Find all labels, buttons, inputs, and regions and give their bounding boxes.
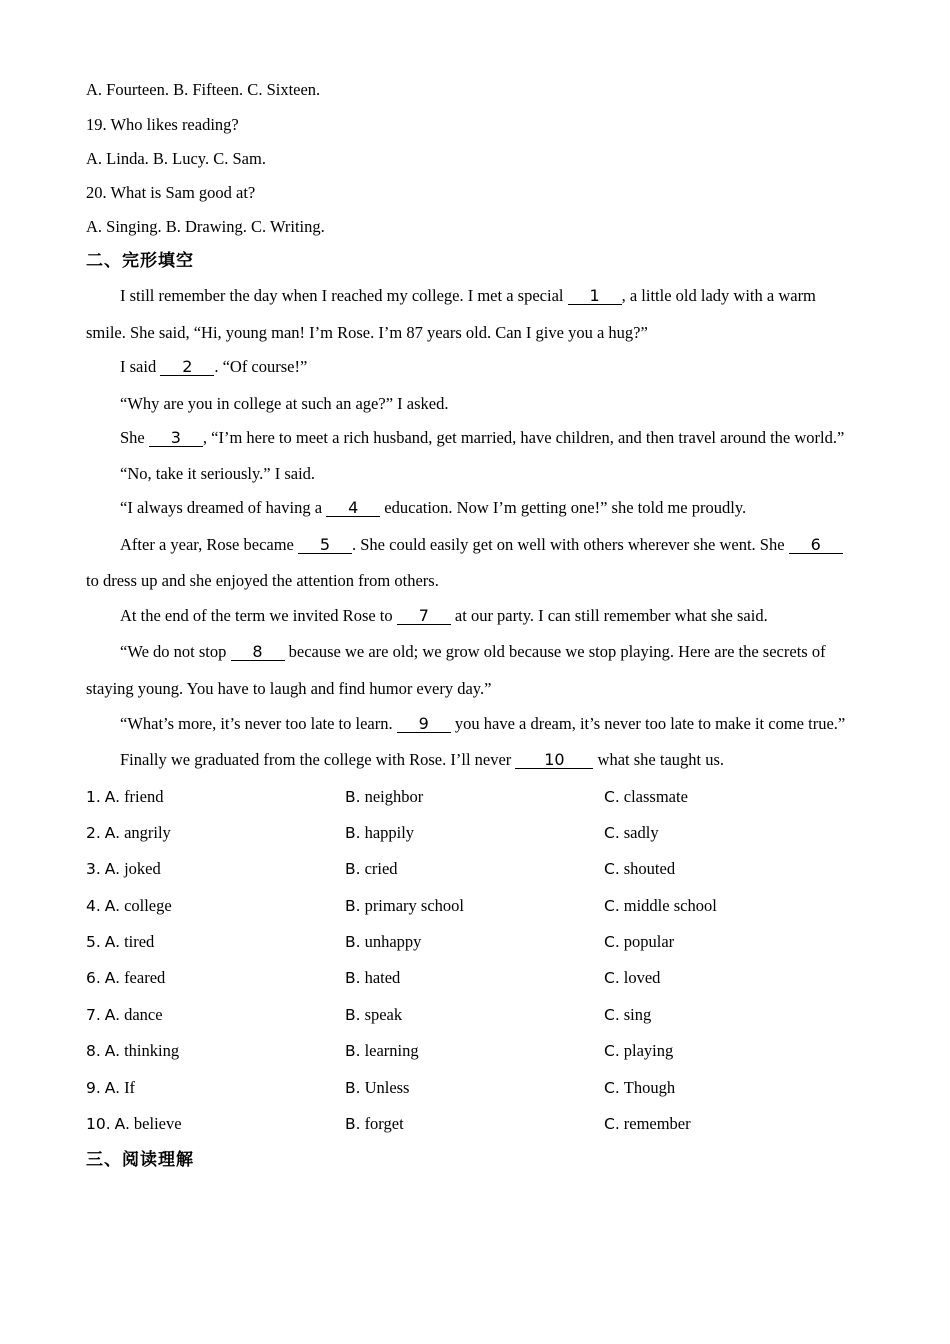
passage-text: She — [120, 428, 149, 447]
q19-question: 19. Who likes reading? — [86, 115, 239, 134]
option-text: If — [124, 1078, 136, 1097]
blank-4: 4 — [326, 500, 380, 517]
option-label: A. — [104, 969, 121, 987]
option-label: A. — [104, 1079, 121, 1097]
option-5-a — [86, 932, 154, 952]
option-text: hated — [364, 968, 401, 987]
passage-text: because we are old; we grow old because we stop playing. Here are the secrets of — [284, 642, 826, 661]
option-5-c — [604, 932, 674, 952]
option-number: 6. — [86, 969, 101, 987]
option-text: friend — [124, 787, 164, 806]
option-number: 9. — [86, 1079, 101, 1097]
passage-text: , “I’m here to meet a rich husband, get married, have children, and then travel around the world.” — [202, 428, 845, 447]
option-text: primary school — [364, 896, 464, 915]
option-text: remember — [623, 1114, 691, 1133]
option-1-c — [604, 787, 688, 807]
option-text: popular — [623, 932, 675, 951]
passage-text: I still remember the day when I reached my college. I met a special — [120, 286, 568, 305]
option-label: C. — [604, 824, 620, 842]
option-label: A. — [104, 860, 121, 878]
passage-line — [120, 357, 307, 377]
option-number: 7. — [86, 1006, 101, 1024]
passage-line — [120, 428, 844, 448]
option-label: B. — [345, 933, 361, 951]
option-label: C. — [604, 933, 620, 951]
option-number: 8. — [86, 1042, 101, 1060]
blank-10: 10 — [515, 752, 593, 769]
passage-line: “No, take it seriously.” I said. — [120, 464, 316, 483]
option-text: middle school — [623, 896, 717, 915]
option-text: cried — [364, 859, 398, 878]
passage-text: Finally we graduated from the college with Rose. I’ll never — [120, 750, 516, 769]
passage-line: “Why are you in college at such an age?” I asked. — [120, 394, 449, 413]
blank-9: 9 — [397, 716, 451, 733]
option-4-c — [604, 896, 717, 916]
option-3-a — [86, 859, 161, 879]
q19-options: A. Linda. B. Lucy. C. Sam. — [86, 149, 266, 168]
option-number: 10. — [86, 1115, 111, 1133]
option-label: C. — [604, 969, 620, 987]
passage-line: to dress up and she enjoyed the attention from others. — [86, 571, 439, 590]
option-8-a — [86, 1041, 179, 1061]
option-number: 1. — [86, 788, 101, 806]
option-7-c — [604, 1005, 651, 1025]
option-text: sadly — [623, 823, 659, 842]
passage-line: smile. She said, “Hi, young man! I’m Rose. I’m 87 years old. Can I give you a hug?” — [86, 323, 648, 342]
option-text: shouted — [623, 859, 676, 878]
option-text: playing — [623, 1041, 674, 1060]
option-9-b — [345, 1078, 409, 1098]
option-number: 4. — [86, 897, 101, 915]
option-text: learning — [364, 1041, 419, 1060]
option-text: believe — [133, 1114, 182, 1133]
passage-line: staying young. You have to laugh and find humor every day.” — [86, 679, 492, 698]
blank-3: 3 — [149, 430, 203, 447]
option-8-c — [604, 1041, 673, 1061]
option-label: B. — [345, 824, 361, 842]
option-2-c — [604, 823, 659, 843]
option-label: C. — [604, 1115, 620, 1133]
passage-text: what she taught us. — [593, 750, 725, 769]
option-text: happily — [364, 823, 415, 842]
option-label: B. — [345, 897, 361, 915]
passage-line — [120, 286, 816, 306]
option-7-a — [86, 1005, 163, 1025]
option-text: tired — [124, 932, 155, 951]
passage-line — [120, 606, 768, 626]
option-text: unhappy — [364, 932, 422, 951]
option-text: joked — [124, 859, 161, 878]
option-text: Though — [623, 1078, 676, 1097]
option-label: B. — [345, 1006, 361, 1024]
option-text: neighbor — [364, 787, 424, 806]
option-label: A. — [104, 1042, 121, 1060]
passage-text: “We do not stop — [120, 642, 231, 661]
option-10-a — [86, 1114, 182, 1134]
q20-question: 20. What is Sam good at? — [86, 183, 256, 202]
option-number: 5. — [86, 933, 101, 951]
section2-heading: 二、完形填空 — [86, 251, 194, 271]
option-1-a — [86, 787, 163, 807]
passage-text: “What’s more, it’s never too late to learn. — [120, 714, 397, 733]
option-6-a — [86, 968, 165, 988]
option-label: B. — [345, 860, 361, 878]
option-label: B. — [345, 1115, 361, 1133]
option-4-a — [86, 896, 172, 916]
option-text: thinking — [124, 1041, 180, 1060]
option-1-b — [345, 787, 423, 807]
option-label: A. — [104, 824, 121, 842]
option-text: Unless — [364, 1078, 410, 1097]
passage-line — [120, 498, 746, 518]
option-number: 2. — [86, 824, 101, 842]
section3-heading: 三、阅读理解 — [86, 1150, 194, 1170]
option-text: forget — [364, 1114, 404, 1133]
passage-text: “I always dreamed of having a — [120, 498, 327, 517]
passage-text: After a year, Rose became — [120, 535, 298, 554]
option-text: sing — [623, 1005, 652, 1024]
option-label: B. — [345, 788, 361, 806]
option-label: A. — [104, 897, 121, 915]
passage-text: , a little old lady with a warm — [621, 286, 816, 305]
option-9-a — [86, 1078, 135, 1098]
option-6-c — [604, 968, 660, 988]
option-2-b — [345, 823, 414, 843]
option-label: C. — [604, 788, 620, 806]
option-label: C. — [604, 1006, 620, 1024]
blank-8: 8 — [231, 644, 285, 661]
option-label: A. — [104, 788, 121, 806]
passage-text: education. Now I’m getting one!” she told me proudly. — [380, 498, 747, 517]
option-label: A. — [104, 933, 121, 951]
option-6-b — [345, 968, 400, 988]
option-label: B. — [345, 969, 361, 987]
passage-line — [120, 750, 724, 770]
option-7-b — [345, 1005, 402, 1025]
option-10-b — [345, 1114, 404, 1134]
blank-1: 1 — [568, 288, 622, 305]
blank-2: 2 — [160, 359, 214, 376]
passage-text: at our party. I can still remember what she said. — [450, 606, 768, 625]
option-5-b — [345, 932, 421, 952]
blank-5: 5 — [298, 537, 352, 554]
option-text: classmate — [623, 787, 688, 806]
option-3-c — [604, 859, 675, 879]
passage-text: I said — [120, 357, 161, 376]
passage-text: . She could easily get on well with others wherever she went. She — [352, 535, 789, 554]
option-2-a — [86, 823, 171, 843]
blank-7: 7 — [397, 608, 451, 625]
option-text: speak — [364, 1005, 403, 1024]
option-text: angrily — [124, 823, 171, 842]
passage-text: . “Of course!” — [214, 357, 308, 376]
option-3-b — [345, 859, 398, 879]
option-label: C. — [604, 897, 620, 915]
passage-line — [120, 714, 845, 734]
blank-6: 6 — [789, 537, 843, 554]
passage-line — [120, 535, 843, 555]
option-label: B. — [345, 1042, 361, 1060]
option-10-c — [604, 1114, 691, 1134]
option-4-b — [345, 896, 464, 916]
option-label: A. — [104, 1006, 121, 1024]
option-text: college — [124, 896, 172, 915]
q18-options: A. Fourteen. B. Fifteen. C. Sixteen. — [86, 80, 321, 99]
passage-text: At the end of the term we invited Rose to — [120, 606, 397, 625]
q20-options: A. Singing. B. Drawing. C. Writing. — [86, 217, 325, 236]
option-label: B. — [345, 1079, 361, 1097]
option-label: C. — [604, 1042, 620, 1060]
option-number: 3. — [86, 860, 101, 878]
option-label: C. — [604, 1079, 620, 1097]
option-text: dance — [124, 1005, 163, 1024]
option-label: A. — [114, 1115, 130, 1133]
option-label: C. — [604, 860, 620, 878]
option-9-c — [604, 1078, 675, 1098]
option-8-b — [345, 1041, 419, 1061]
passage-line — [120, 642, 826, 662]
option-text: feared — [124, 968, 166, 987]
option-text: loved — [623, 968, 661, 987]
passage-text: you have a dream, it’s never too late to make it come true.” — [450, 714, 846, 733]
